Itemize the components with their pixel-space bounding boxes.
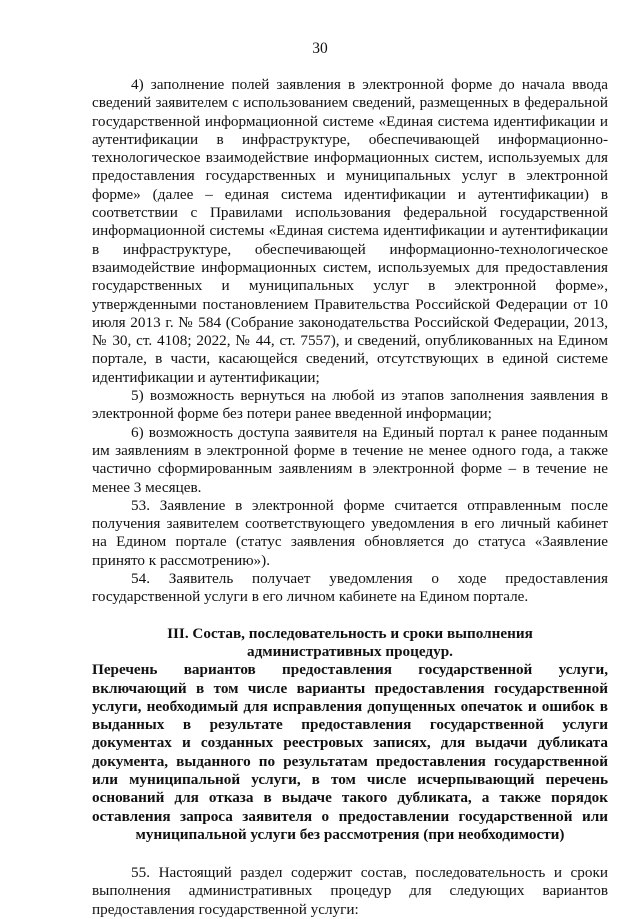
section-subheading: Перечень вариантов предоставления государственной услуги, включающий в том числе варианты предоставления государственной услуги, необходимый для исправления допущенных опечаток и ошибок в выданных в результате предоставления государственной услуги документах и созданных реестровых записях, для выдачи дубликата документа, выданного по результатам предоставления государственной или муниципальной услуги, в том числе исчерпывающий перечень оснований для отказа в выдаче такого дубликата, а также порядок оставления запроса заявителя о предоставлении государственной или муниципальной услуги без рассмотрения (при необходимости) <box>92 661 608 843</box>
paragraph-53: 53. Заявление в электронной форме считается отправленным после получения заявителем соответствующего уведомления в его личный кабинет на Едином портале (статус заявления обновляется до статуса «Заявление принято к рассмотрению»). <box>92 496 608 569</box>
paragraph-54: 54. Заявитель получает уведомления о ходе предоставления государственной услуги в его личном кабинете на Едином портале. <box>92 570 608 606</box>
document-body <box>92 76 608 919</box>
paragraph-item-4: 4) заполнение полей заявления в электронной форме до начала ввода сведений заявителем с использованием сведений, размещенных в федеральной государственной информационной системе «Единая система идентификации и аутентификации в инфраструктуре, обеспечивающей информационно-технологическое взаимодействие информационных систем, используемых для предоставления государственных и муниципальных услуг в электронной форме» (далее – единая система идентификации и аутентификации) в соответствии с Правилами использования федеральной государственной информационной системы «Единая система идентификации и аутентификации в инфраструктуре, обеспечивающей информационно-технологическое взаимодействие информационных систем, используемых для предоставления государственных и муниципальных услуг в электронной форме», утвержденными постановлением Правительства Российской Федерации от 10 июля 2013 г. № 584 (Собрание законодательства Российской Федерации, 2013, № 30, ст. 4108; 2022, № 44, ст. 7557), и сведений, опубликованных на Едином портале, в части, касающейся сведений, отсутствующих в единой системе идентификации и аутентификации; <box>92 76 608 386</box>
section-heading-line1: III. Состав, последовательность и сроки выполнения <box>167 624 533 642</box>
paragraph-55: 55. Настоящий раздел содержит состав, последовательность и сроки выполнения административных процедур для следующих вариантов предоставления государственной услуги: <box>92 864 608 918</box>
paragraph-item-6: 6) возможность доступа заявителя на Единый портал к ранее поданным им заявлениям в электронной форме в течение не менее одного года, а также частично сформированным заявлениям в электронной форме – в течение не менее 3 месяцев. <box>92 423 608 496</box>
paragraph-item-5: 5) возможность вернуться на любой из этапов заполнения заявления в электронной форме без потери ранее введенной информации; <box>92 387 608 423</box>
section-heading-line2: административных процедур. <box>247 642 453 660</box>
page-number: 30 <box>312 40 328 57</box>
